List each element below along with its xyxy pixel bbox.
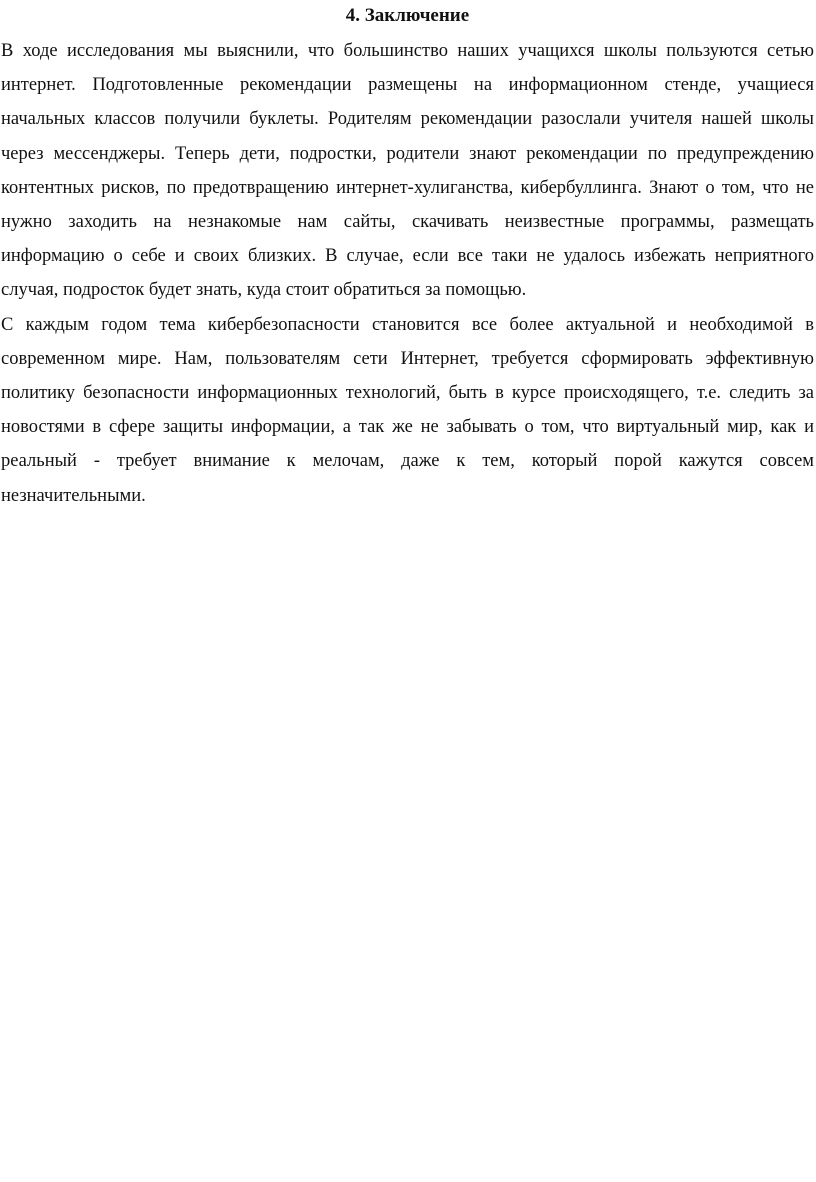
paragraph-cybersecurity: С каждым годом тема кибербезопасности становится все более актуальной и необходимой в современном мире. Нам, пользователям сети Интернет, требуется сформировать эффективную политику безопасности информационных технологий, быть в курсе происходящего, т.е. следить за новостями в сфере защиты информации, а так же не забывать о том, что виртуальный мир, как и реальный - требует внимание к мелочам, даже к тем, который порой кажутся совсем незначительными. [1,314,814,506]
paragraph-findings: В ходе исследования мы выяснили, что большинство наших учащихся школы пользуются сетью интернет. Подготовленные рекомендации размещены на информационном стенде, учащиеся начальных классов получили буклеты. Родителям рекомендации разослали учителя нашей школы через мессенджеры. Теперь дети, подростки, родители знают рекомендации по предупреждению контентных рисков, по предотвращению интернет-хулиганства, кибербуллинга. Знают о том, что не нужно заходить на незнакомые нам сайты, скачивать неизвестные программы, размещать информацию о себе и своих близких. В случае, если все таки не удалось избежать неприятного случая, подросток будет знать, куда стоит обратиться за помощью. [1,41,814,301]
section-heading: 4. Заключение [345,5,470,26]
